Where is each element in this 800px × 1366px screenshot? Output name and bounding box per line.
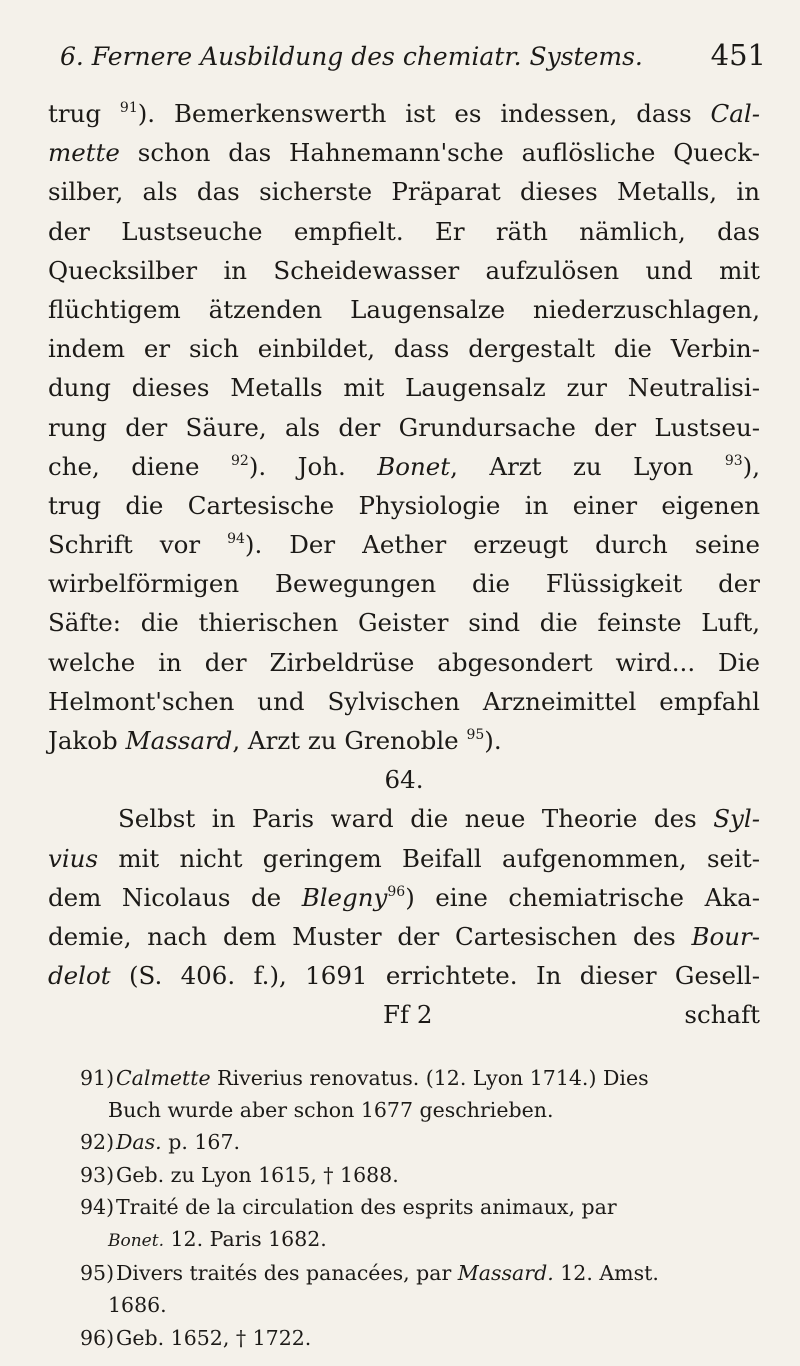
footnote: 94)Traité de la circulation des esprits animaux, par Bonet. 12. Paris 1682. <box>80 1194 617 1252</box>
footnote-ref: 91 <box>119 100 138 116</box>
signature-line <box>48 995 760 1034</box>
text-line: Schrift vor $^{94}$). Der Aether erzeugt durch seine <box>48 530 761 560</box>
footnotes <box>80 1062 760 1354</box>
footnote: 91)Calmette Riverius renovatus. (12. Lyon 1714.) Dies Buch wurde aber schon 1677 geschrieben. <box>80 1066 649 1123</box>
text-line: trug $^{91}$). Bemerkenswerth ist es indessen, dass Cal- <box>48 99 761 128</box>
page-number: 451 <box>710 38 766 72</box>
text-line: flüchtigem ätzenden Laugensalze niederzuschlagen, <box>48 294 760 324</box>
footnote-ref: 96 <box>387 883 406 900</box>
footnote-ref: 93 <box>724 452 743 469</box>
footnote: 95)Divers traités des panacées, par Massard. 12. Amst. 1686. <box>80 1261 659 1318</box>
text-line: Helmont'schen und Sylvischen Arzneimittel empfahl <box>48 686 760 716</box>
text-line: delot (S. 406. f.), 1691 errichtete. In dieser Gesell- <box>48 961 760 991</box>
footnote-ref: 92 <box>231 452 249 469</box>
text-line: Quecksilber in Scheidewasser aufzulösen und mit <box>48 255 760 285</box>
text-line: dung dieses Metalls mit Laugensalz zur Neutralisi- <box>48 373 760 403</box>
text-line: der Lustseuche empfielt. Er räth nämlich, das <box>48 216 760 246</box>
footnote: 93)Geb. zu Lyon 1615, † 1688. <box>80 1162 399 1187</box>
text-line: demie, nach dem Muster der Cartesischen des Bour- <box>48 921 760 951</box>
footnote-ref: 94 <box>227 531 245 548</box>
text-line: dem Nicolaus de Blegny$^{96}$) eine chemiatrische Aka- <box>48 882 760 912</box>
footnote-ref: 95 <box>466 727 485 743</box>
text-line: che, diene $^{92}$). Joh. Bonet, Arzt zu Lyon $^{93}$), <box>48 451 760 481</box>
text-line: indem er sich einbildet, dass dergestalt die Verbin- <box>48 334 760 364</box>
signature-mark: Ff 2 <box>383 1000 433 1030</box>
text-line: silber, als das sicherste Präparat dieses Metalls, in <box>48 177 760 207</box>
text-line: trug die Cartesische Physiologie in einer eigenen <box>48 490 760 520</box>
text-line: Säfte: die thierischen Geister sind die feinste Luft, <box>48 608 760 638</box>
text-line: Selbst in Paris ward die neue Theorie des Syl- <box>118 804 760 834</box>
catchword: schaft <box>684 1000 760 1030</box>
running-header <box>60 38 766 84</box>
running-title: 6. Fernere Ausbildung des chemiatr. Systems. <box>60 42 643 71</box>
text-line: rung der Säure, als der Grundursache der Lustseu- <box>48 412 760 442</box>
text-line: vius mit nicht geringem Beifall aufgenommen, seit- <box>48 843 760 873</box>
text-line: welche in der Zirbeldrüse abgesondert wird... Die <box>48 647 760 677</box>
text-line: wirbelförmigen Bewegungen die Flüssigkeit der <box>48 569 760 599</box>
footnote: 92)Das. p. 167. <box>80 1130 241 1155</box>
main-text <box>48 94 760 1035</box>
footnote: 96)Geb. 1652, † 1722. <box>80 1325 312 1350</box>
section-number: 64. <box>384 765 424 795</box>
text-line: Jakob Massard, Arzt zu Grenoble $^{95}$). <box>48 726 502 755</box>
text-line: mette schon das Hahnemann'sche auflösliche Queck- <box>48 138 760 168</box>
